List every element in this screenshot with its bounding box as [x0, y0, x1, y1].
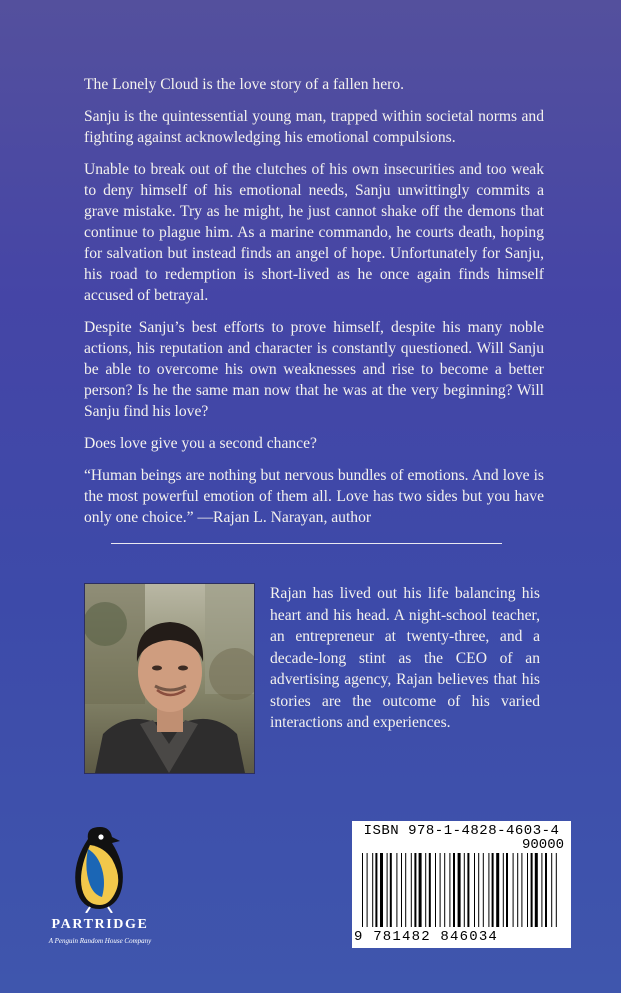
barcode-bar: [531, 853, 533, 927]
blurb-paragraph-5: Does love give you a second chance?: [84, 435, 317, 452]
barcode-bar: [444, 853, 445, 927]
isbn-label: ISBN 978-1-4828-4603-4: [363, 823, 560, 839]
partridge-bird-icon: [68, 825, 132, 913]
barcode-bar: [405, 853, 406, 927]
barcode-bar: [488, 853, 489, 927]
barcode-bar: [492, 853, 494, 927]
barcode-bar: [541, 853, 542, 927]
barcode-bar: [401, 853, 402, 927]
barcode-bar: [396, 853, 397, 927]
barcode-digits: 9 781482 846034: [354, 929, 499, 945]
section-divider: [111, 543, 502, 544]
isbn-barcode: [352, 821, 571, 948]
barcode-bar: [449, 853, 450, 927]
barcode-bar: [478, 853, 479, 927]
barcode-bar: [372, 853, 373, 927]
barcode-bar: [521, 853, 522, 927]
barcode-bar: [435, 853, 436, 927]
blurb-paragraph-3: Unable to break out of the clutches of his own insecurities and too weak to deny himself of his emotional needs, Sanju unwittingly commits a grave mistake. Try as he might, he just cannot shake off the demons that continue to plague him. As a marine commando, he courts death, hoping for salvation but instead finds an angel of hope. Unfortunately for Sanju, his road to redemption is short-lived as he once again finds himself accused of betrayal.: [84, 161, 544, 304]
barcode-bar: [496, 853, 499, 927]
barcode-bar: [380, 853, 383, 927]
barcode-bar: [367, 853, 368, 927]
barcode-bar: [429, 853, 431, 927]
barcode-bar: [458, 853, 461, 927]
blurb-paragraph-2: Sanju is the quintessential young man, trapped within societal norms and fighting against acknowledging his emotional compulsions.: [84, 108, 544, 146]
barcode-bar: [419, 853, 422, 927]
barcode-bar: [414, 853, 416, 927]
barcode-bar: [425, 853, 426, 927]
barcode-bar: [474, 853, 475, 927]
publisher-tagline: A Penguin Random House Company: [48, 937, 152, 945]
barcode-bar: [411, 853, 412, 927]
barcode-bar: [483, 853, 484, 927]
blurb-paragraph-4: Despite Sanju’s best efforts to prove himself, despite his many noble actions, his reputation and character is constantly questioned. Will Sanju be able to overcome his own weaknesses and rise to become a better person? Is he the same man now that he was at the very beginning? Will Sanju find his love?: [84, 319, 544, 420]
barcode-bar: [440, 853, 441, 927]
barcode-bars: [362, 853, 562, 929]
barcode-bar: [551, 853, 552, 927]
author-photo: [84, 583, 255, 774]
barcode-bar: [387, 853, 388, 927]
barcode-bar: [535, 853, 538, 927]
barcode-bar: [527, 853, 528, 927]
barcode-bar: [375, 853, 377, 927]
barcode-bar: [506, 853, 508, 927]
price-code: 90000: [521, 837, 564, 853]
publisher-name: PARTRIDGE: [51, 917, 149, 932]
barcode-bar: [464, 853, 465, 927]
barcode-bar: [517, 853, 518, 927]
barcode-bar: [545, 853, 547, 927]
back-cover-blurb: [84, 74, 544, 539]
barcode-bar: [513, 853, 514, 927]
barcode-bar: [362, 853, 363, 927]
blurb-paragraph-1: The Lonely Cloud is the love story of a fallen hero.: [84, 76, 405, 93]
barcode-bar: [556, 853, 557, 927]
publisher-logo: [38, 825, 162, 955]
barcode-bar: [453, 853, 455, 927]
barcode-bar: [503, 853, 504, 927]
author-quote: “Human beings are nothing but nervous bundles of emotions. And love is the most powerful emotion of them all. Love has two sides but you have only one choice.” —Rajan L. Narayan, author: [84, 467, 544, 526]
barcode-bar: [390, 853, 392, 927]
barcode-bar: [467, 853, 469, 927]
author-bio: Rajan has lived out his life balancing his heart and his head. A night-school teacher, an entrepreneur at twenty-three, and a decade-long stint as the CEO of an advertising agency, Rajan believes that his stories are the outcome of his varied interactions and experiences.: [270, 585, 540, 731]
